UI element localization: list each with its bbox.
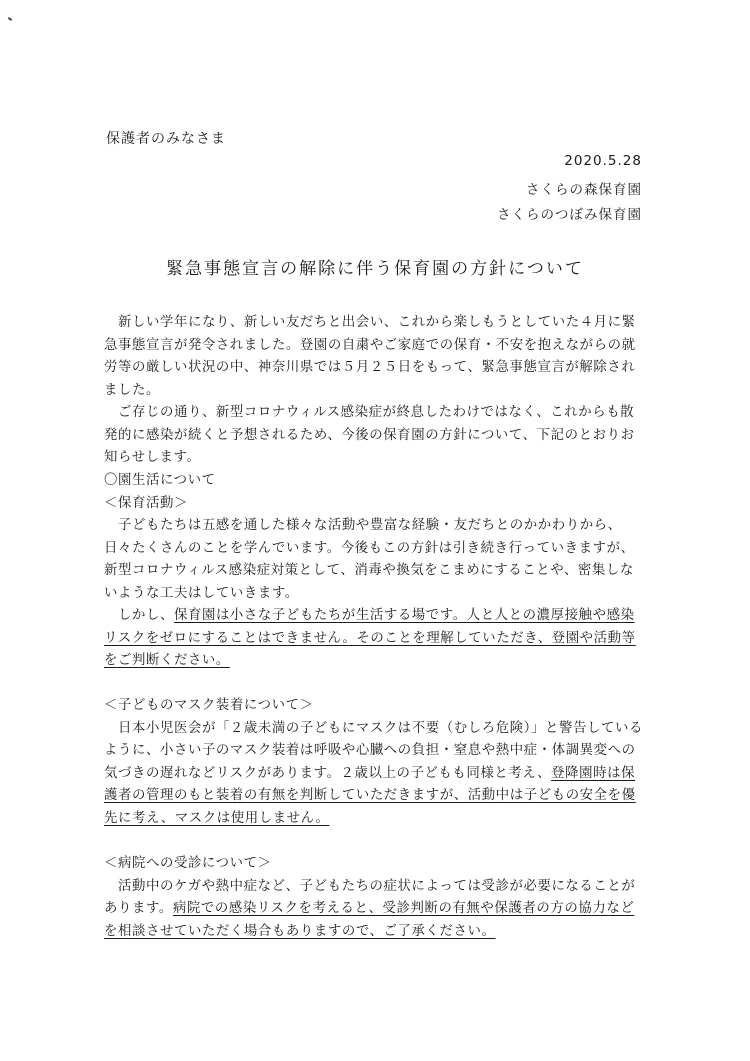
childcare-section: [104, 470, 644, 673]
hospital-section: [104, 853, 644, 943]
hospital-p1-underlined: 病院での感染リスクを考えると、受診判断の有無や保護者の方の協力などを相談させていただく場合もありますので、ご了承ください。: [104, 901, 635, 939]
childcare-p2-lead: しかし、: [118, 608, 174, 623]
organization-2: さくらのつぼみ保育園: [497, 207, 642, 223]
addressee: 保護者のみなさま: [106, 131, 226, 147]
scan-speck: [8, 17, 12, 21]
mask-heading: ＜子どものマスク装着について＞: [104, 698, 314, 713]
organization-1: さくらの森保育園: [526, 182, 642, 198]
hospital-heading: ＜病院への受診について＞: [104, 856, 272, 871]
mask-p1-underlined: 登降園時は保護者の管理のもと装着の有無を判断していただきますが、活動中は子どもの安全を優先に考え、マスクは使用しません。: [104, 765, 636, 826]
intro-section: [104, 312, 644, 470]
intro-paragraph-1: 新しい学年になり、新しい友だちと出会い、これから楽しもうとしていた４月に緊急事態宣言が発令されました。登園の自粛やご家庭での保育・不安を抱えながらの就労等の厳しい状況の中、神奈川県では５月２５日をもって、緊急事態宣言が解除されました。: [104, 315, 636, 398]
section-heading: 〇園生活について: [104, 473, 216, 488]
date: 2020.5.28: [564, 153, 642, 169]
mask-p1-lead: 日本小児医会が「２歳未満の子どもにマスクは不要（むしろ危険）」と警告しているように、小さい子のマスク装着は呼吸や心臓への負担・窒息や熱中症・体調異変への気づきの遅れなどリスクがあります。２歳以上の子どもも同様と考え、: [104, 720, 643, 781]
hospital-p1-lead: 活動中のケガや熱中症など、子どもたちの症状によっては受診が必要になることがあります。: [104, 878, 636, 916]
childcare-paragraph-2: [104, 605, 644, 673]
mask-paragraph: [104, 718, 644, 831]
mask-section: [104, 695, 644, 830]
childcare-p2-underlined: 保育園は小さな子どもたちが生活する場です。人と人との濃厚接触や感染リスクをゼロにすることはできません。そのことを理解していただき、登園や活動等をご判断ください。: [104, 608, 636, 668]
childcare-paragraph-1: 子どもたちは五感を通した様々な活動や豊富な経験・友だちとのかかわりから、日々たくさんのことを学んでいます。今後もこの方針は引き続き行っていきますが、新型コロナウィルス感染症対策として、消毒や換気をこまめにすることや、密集しないような工夫はしていきます。: [104, 518, 635, 601]
childcare-heading: ＜保育活動＞: [104, 495, 188, 511]
intro-paragraph-2: ご存じの通り、新型コロナウィルス感染症が終息したわけではなく、これからも散発的に感染が続くと予想されるため、今後の保育園の方針について、下記のとおりお知らせします。: [104, 405, 635, 465]
document-title: 緊急事態宣言の解除に伴う保育園の方針について: [166, 259, 584, 279]
hospital-paragraph: [104, 876, 644, 944]
